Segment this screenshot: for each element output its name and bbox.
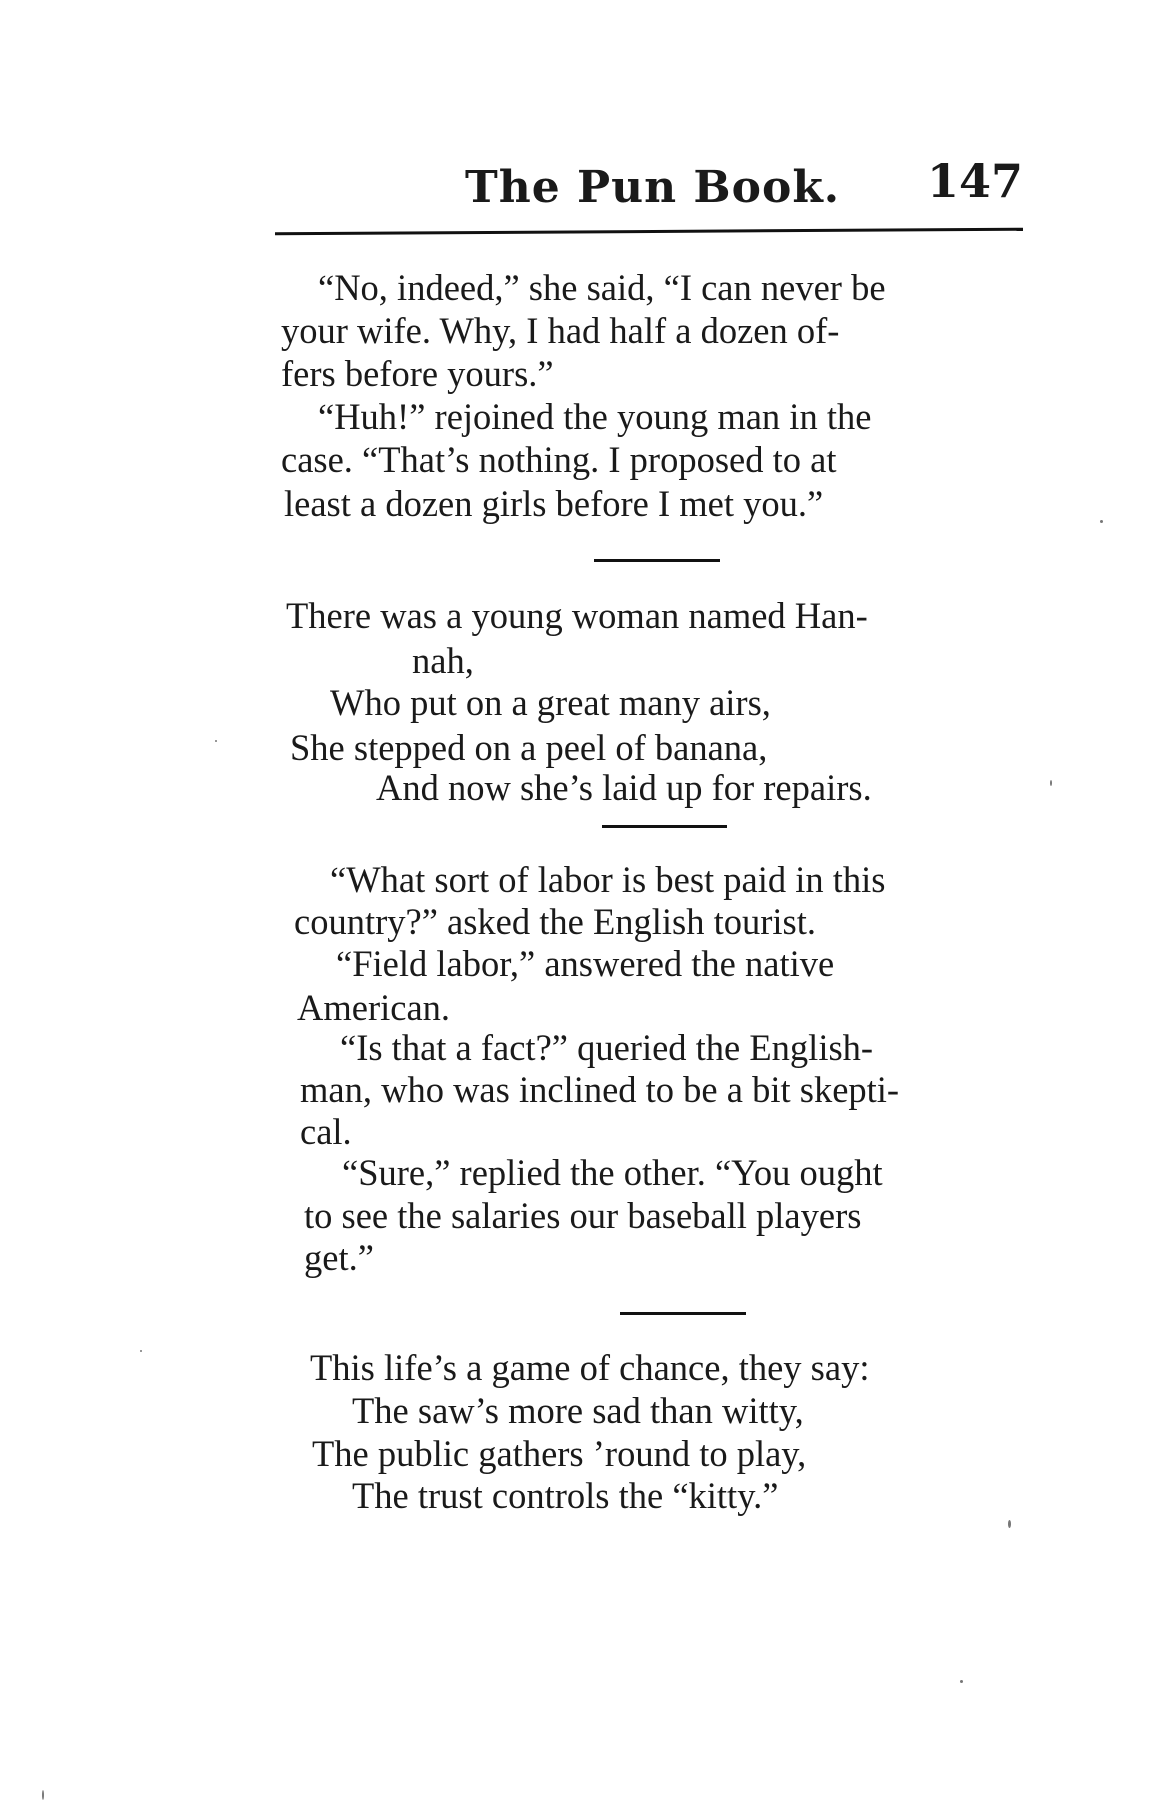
scan-speck xyxy=(140,1350,142,1352)
running-title: The Pun Book. xyxy=(465,162,841,213)
text-line: get.” xyxy=(304,1237,374,1278)
scan-speck xyxy=(42,1790,44,1800)
text-line: country?” asked the English tourist. xyxy=(294,901,817,942)
header-rule xyxy=(275,228,1023,236)
text-line: “Huh!” rejoined the young man in the xyxy=(318,396,872,437)
text-line: to see the salaries our baseball players xyxy=(304,1195,862,1236)
verse-line: There was a young woman named Han- xyxy=(286,595,868,636)
verse-line: The trust controls the “kitty.” xyxy=(352,1475,779,1516)
text-line: “Sure,” replied the other. “You ought xyxy=(342,1152,883,1193)
text-line: “What sort of labor is best paid in this xyxy=(330,859,886,900)
verse-line: The public gathers ’round to play, xyxy=(312,1433,807,1474)
text-line: your wife. Why, I had half a dozen of- xyxy=(281,310,840,351)
page-header xyxy=(275,150,1023,220)
scan-speck xyxy=(215,740,217,742)
text-line: fers before yours.” xyxy=(281,353,554,394)
section-divider xyxy=(620,1312,746,1315)
text-line: case. “That’s nothing. I proposed to at xyxy=(281,439,837,480)
text-line: “No, indeed,” she said, “I can never be xyxy=(318,267,886,308)
scan-speck xyxy=(1008,1520,1011,1528)
text-line: man, who was inclined to be a bit skepti- xyxy=(300,1069,900,1110)
verse-line: And now she’s laid up for repairs. xyxy=(376,767,872,808)
page-number: 147 xyxy=(926,154,1023,208)
scan-speck xyxy=(1050,780,1052,786)
section-divider xyxy=(602,825,727,828)
verse-line: Who put on a great many airs, xyxy=(330,682,771,723)
scan-speck xyxy=(960,1680,963,1683)
scan-speck xyxy=(1100,520,1103,523)
text-line: American. xyxy=(297,987,451,1028)
section-divider xyxy=(594,559,720,562)
verse-line: This life’s a game of chance, they say: xyxy=(310,1347,870,1388)
text-line: “Field labor,” answered the native xyxy=(336,943,835,984)
text-line: “Is that a fact?” queried the English- xyxy=(340,1027,874,1068)
verse-line: She stepped on a peel of banana, xyxy=(290,727,768,768)
text-line: cal. xyxy=(300,1111,352,1152)
verse-line: The saw’s more sad than witty, xyxy=(352,1390,804,1431)
text-line: least a dozen girls before I met you.” xyxy=(284,483,824,524)
verse-line: nah, xyxy=(412,640,474,681)
